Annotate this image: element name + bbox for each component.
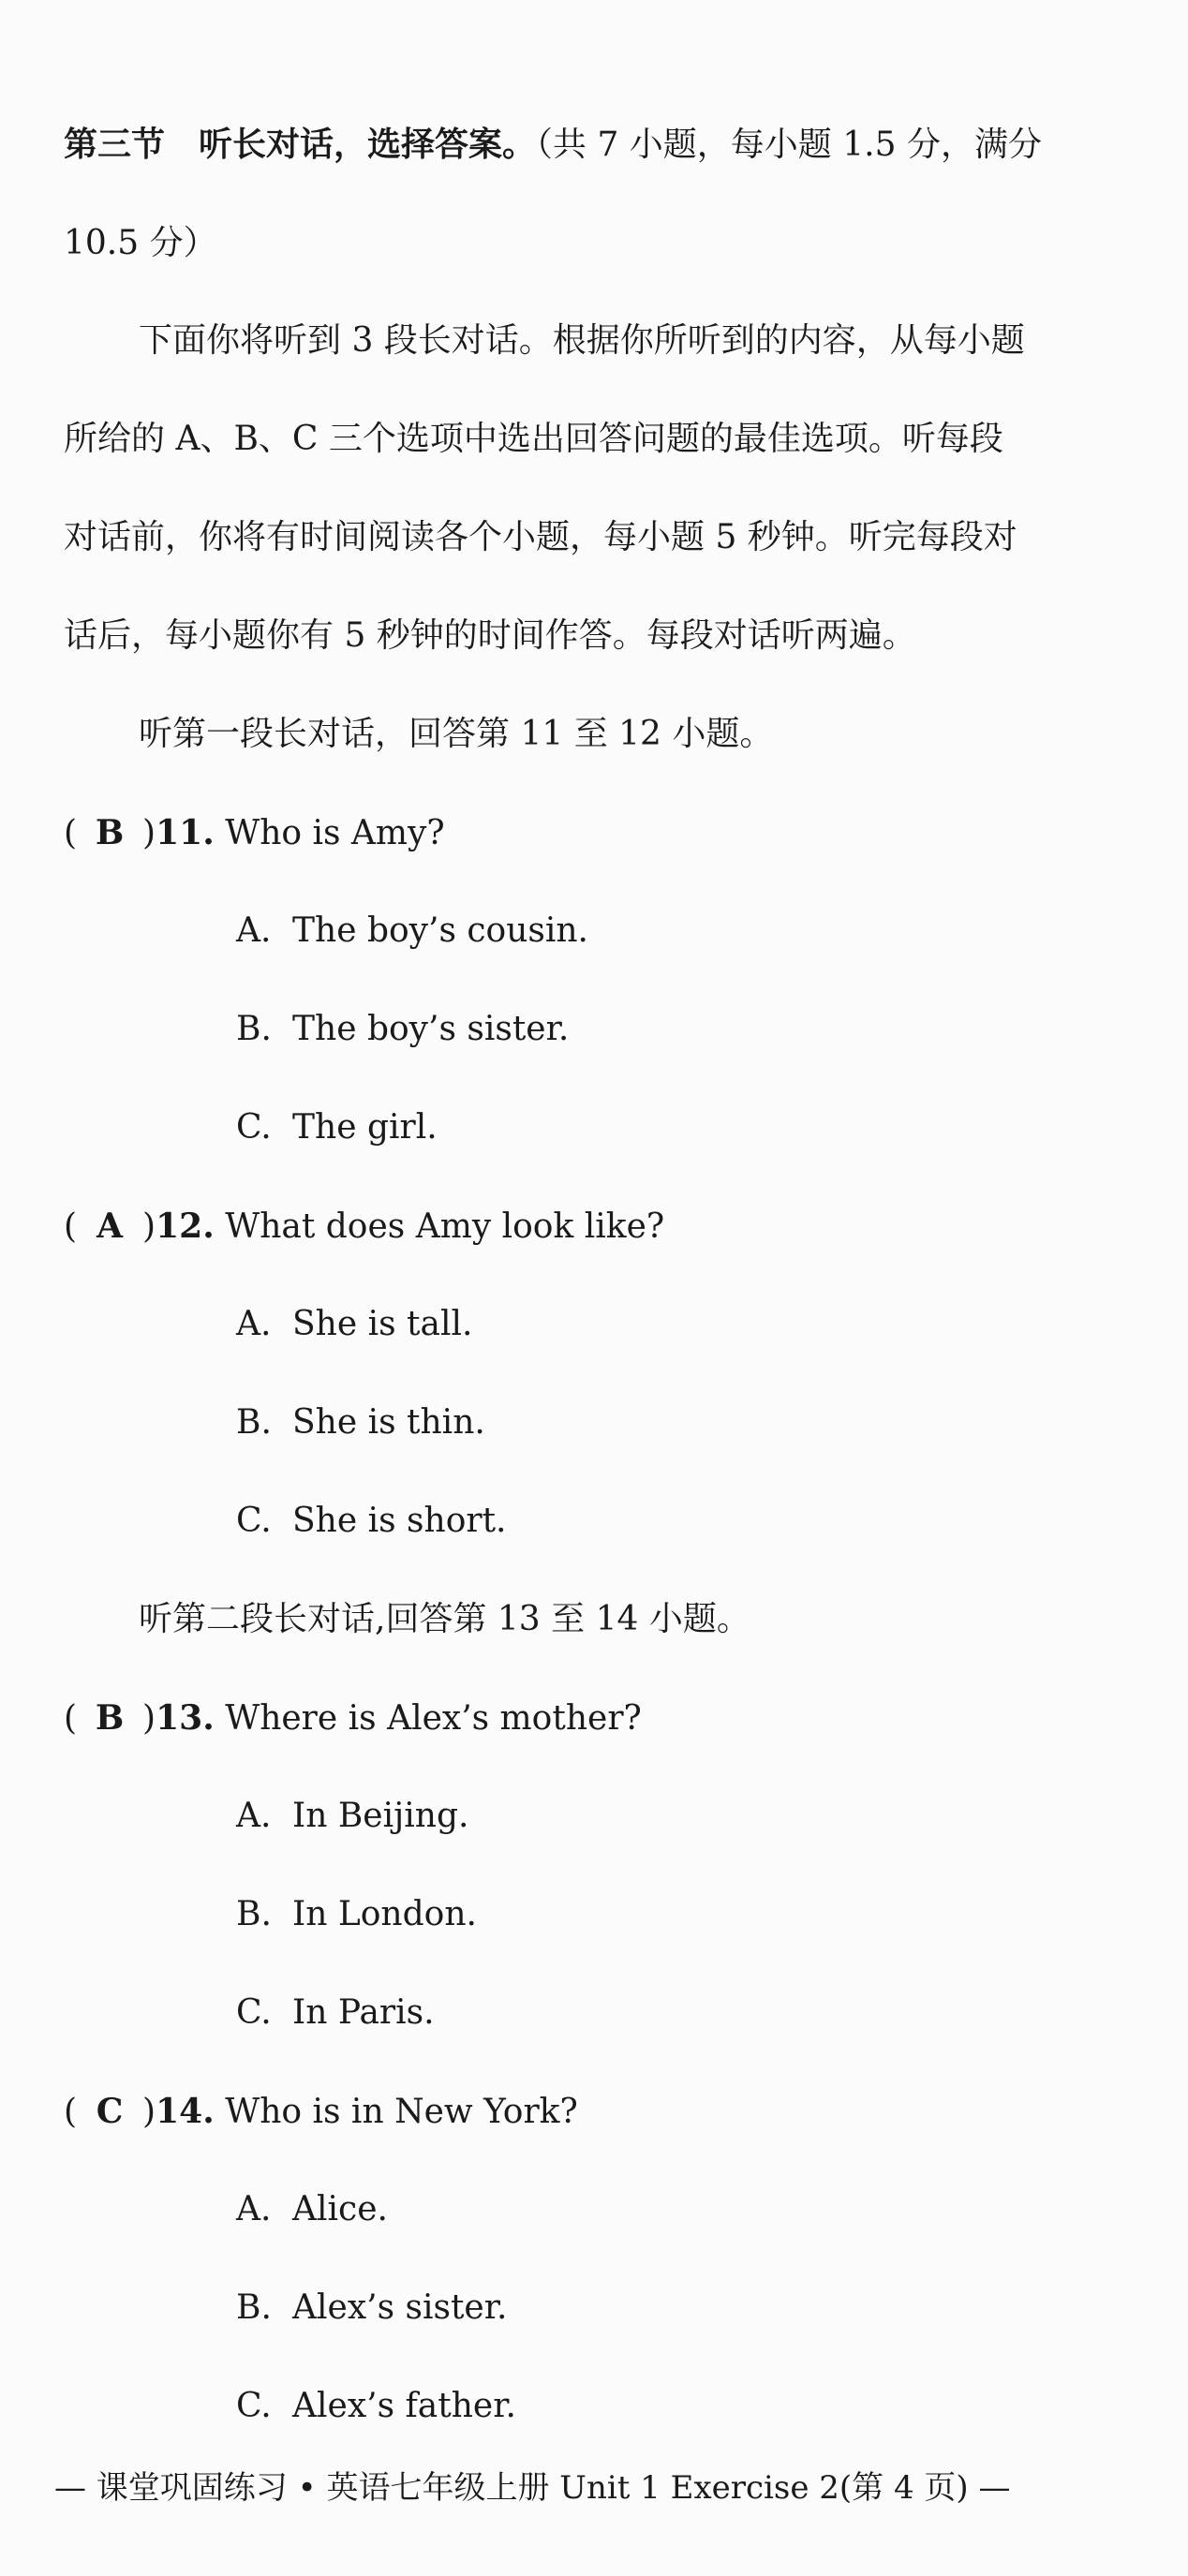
option-letter: A. — [236, 1305, 272, 1343]
option — [236, 2384, 516, 2429]
question-text: Who is in New York? — [225, 2093, 578, 2131]
option-letter: A. — [236, 1797, 272, 1835]
option-letter: C. — [236, 2387, 272, 2425]
instruction-line: 话后，每小题你有 5 秒钟的时间作答。每段对话听两遍。 — [64, 616, 916, 655]
option-letter: B. — [236, 1010, 272, 1048]
option-text: She is short. — [292, 1502, 507, 1540]
close-paren: ) — [142, 2093, 156, 2131]
question-row — [64, 2089, 578, 2135]
option-text: In Paris. — [292, 1993, 435, 2032]
open-paren: ( — [64, 1207, 78, 1246]
option — [236, 1400, 485, 1445]
section-title: 第三节 听长对话，选择答案。 — [64, 125, 537, 164]
close-paren: ) — [142, 1699, 156, 1738]
section-heading — [64, 122, 1042, 168]
option-letter: A. — [236, 2190, 272, 2228]
option-letter: C. — [236, 1993, 272, 2032]
option-letter: C. — [236, 1502, 272, 1540]
option-text: Alex’s father. — [292, 2387, 516, 2425]
option-letter: B. — [236, 2288, 272, 2327]
option — [236, 2187, 388, 2232]
option-text: Alex’s sister. — [292, 2288, 508, 2327]
question-row — [64, 1204, 664, 1250]
answer-letter: A — [97, 1207, 124, 1246]
option — [236, 2286, 507, 2331]
question-number: 14. — [156, 2092, 215, 2131]
question-text: Who is Amy? — [225, 814, 445, 852]
open-paren: ( — [64, 2093, 78, 2131]
option — [236, 1007, 569, 1052]
answer-letter: B — [95, 813, 125, 852]
option-letter: A. — [236, 911, 272, 950]
open-paren: ( — [64, 814, 78, 852]
question-number: 13. — [156, 1698, 215, 1738]
option-text: The boy’s sister. — [292, 1010, 570, 1048]
option-letter: B. — [236, 1403, 272, 1442]
instruction-line: 所给的 A、B、C 三个选项中选出回答问题的最佳选项。听每段 — [64, 420, 1003, 458]
option-text: In London. — [292, 1895, 477, 1933]
open-paren: ( — [64, 1699, 78, 1738]
page-footer: — 课堂巩固练习 • 英语七年级上册 Unit 1 Exercise 2(第 4 页) — — [54, 2469, 1011, 2507]
option — [236, 1302, 472, 1347]
option — [236, 1105, 438, 1150]
instruction-line: 下面你将听到 3 段长对话。根据你所听到的内容，从每小题 — [139, 321, 1025, 360]
close-paren: ) — [142, 1207, 156, 1246]
option-letter: C. — [236, 1108, 272, 1147]
question-text: Where is Alex’s mother? — [225, 1699, 642, 1738]
option-text: She is tall. — [292, 1305, 473, 1343]
close-paren: ) — [142, 814, 156, 852]
option-text: In Beijing. — [292, 1797, 469, 1835]
question-row — [64, 810, 445, 856]
instruction-line: 对话前，你将有时间阅读各个小题，每小题 5 秒钟。听完每段对 — [64, 518, 1017, 556]
option — [236, 1794, 468, 1839]
option-text: Alice. — [292, 2190, 388, 2228]
section-scoring: （共 7 小题，每小题 1.5 分，满分 — [536, 126, 1042, 164]
question-text: What does Amy look like? — [225, 1207, 665, 1246]
option — [236, 909, 588, 954]
dialogue-intro: 听第二段长对话,回答第 13 至 14 小题。 — [139, 1600, 750, 1638]
question-number: 12. — [156, 1207, 215, 1246]
section-scoring-continued: 10.5 分） — [64, 224, 217, 262]
option — [236, 1991, 435, 2036]
question-row — [64, 1695, 642, 1741]
answer-letter: C — [96, 2092, 124, 2131]
option-text: The boy’s cousin. — [292, 911, 589, 950]
option-letter: B. — [236, 1895, 272, 1933]
answer-letter: B — [95, 1698, 125, 1738]
question-number: 11. — [156, 813, 215, 852]
option — [236, 1499, 506, 1544]
option-text: The girl. — [292, 1108, 438, 1147]
option — [236, 1892, 477, 1937]
dialogue-intro: 听第一段长对话，回答第 11 至 12 小题。 — [139, 715, 774, 753]
option-text: She is thin. — [292, 1403, 485, 1442]
